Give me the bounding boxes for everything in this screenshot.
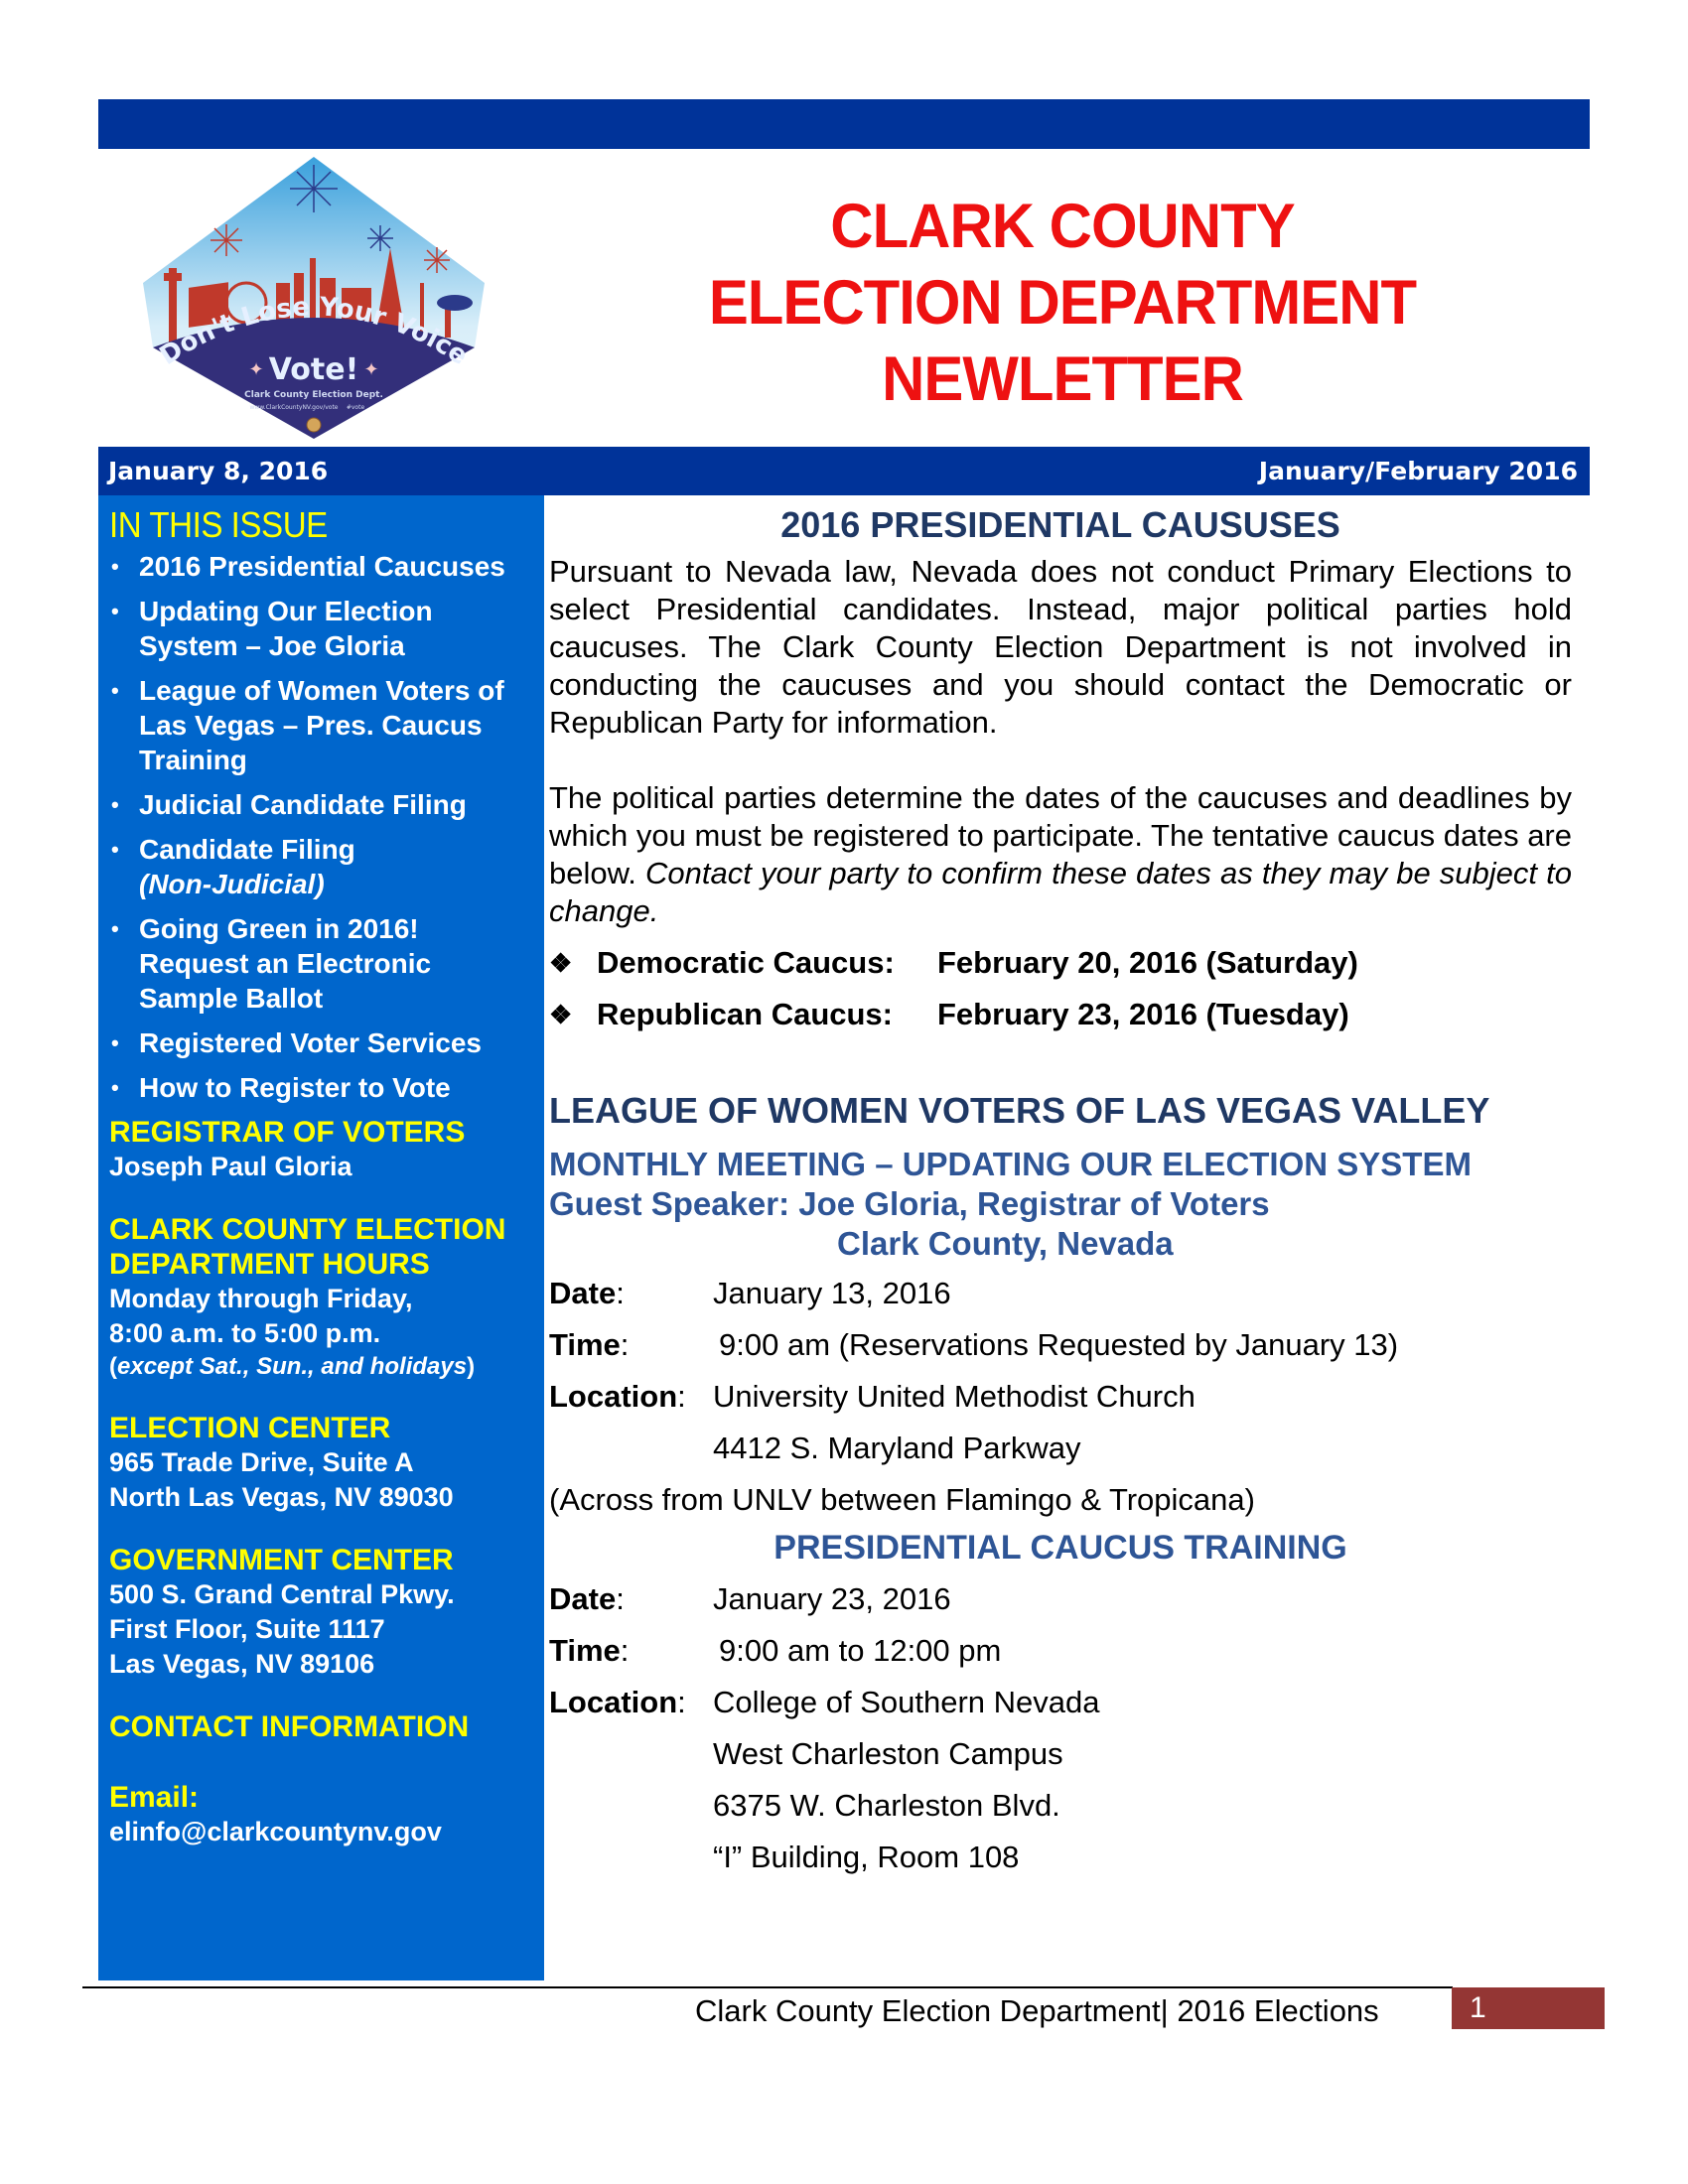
- bullet-icon: •: [111, 792, 119, 817]
- bullet-icon: •: [111, 678, 119, 703]
- registrar-title: REGISTRAR OF VOTERS: [109, 1116, 466, 1149]
- election-center-address-line: North Las Vegas, NV 89030: [109, 1482, 454, 1512]
- in-this-issue-title: IN THIS ISSUE: [109, 504, 328, 545]
- detail-label: Location:: [549, 1685, 686, 1719]
- issue-item-note: (Non-Judicial): [139, 869, 325, 899]
- government-center-title: GOVERNMENT CENTER: [109, 1544, 454, 1576]
- county-seal-icon: [307, 418, 321, 432]
- bullet-icon: •: [111, 837, 119, 862]
- training-heading: PRESIDENTIAL CAUCUS TRAINING: [774, 1529, 1347, 1567]
- caucus-date-item: [549, 996, 1572, 1033]
- guest-speaker-line: Guest Speaker: Joe Gloria, Registrar of Voters: [549, 1185, 1270, 1222]
- issue-list-item: [109, 911, 534, 1016]
- logo-hashtag-text: #vote: [346, 404, 365, 411]
- registrar-name: Joseph Paul Gloria: [109, 1152, 352, 1181]
- meeting-heading: MONTHLY MEETING – UPDATING OUR ELECTION SYSTEM: [549, 1146, 1472, 1182]
- caucus-date-item: [549, 944, 1572, 982]
- detail-row-location-cont: [549, 1780, 1572, 1832]
- title-line: CLARK COUNTY: [830, 192, 1295, 261]
- detail-label: Time:: [549, 1633, 630, 1668]
- issue-item-text: Going Green in 2016! Request an Electronic Sample Ballot: [139, 913, 432, 1014]
- caucus-paragraph-1: Pursuant to Nevada law, Nevada does not conduct Primary Elections to select Presidential candidates. Instead, major political parties hold caucuses. The Clark County Election Department is not involved in conducting the caucuses and you should contact the Democratic or Republican Party for information.: [549, 554, 1572, 740]
- newsletter-title: [582, 189, 1544, 418]
- issue-period: January/February 2016: [1258, 457, 1578, 485]
- bullet-icon: •: [111, 599, 119, 623]
- detail-value: 4412 S. Maryland Parkway: [713, 1431, 1081, 1465]
- detail-value: “I” Building, Room 108: [713, 1840, 1020, 1874]
- detail-label: Date:: [549, 1581, 625, 1616]
- government-center-address-line: Las Vegas, NV 89106: [109, 1649, 375, 1679]
- footer-text: Clark County Election Department| 2016 Elections: [695, 1993, 1379, 2028]
- caucus-heading: 2016 PRESIDENTIAL CAUSUSES: [780, 504, 1340, 545]
- sparkle-icon: ✦: [248, 359, 264, 379]
- detail-row-time: [549, 1625, 1572, 1677]
- hours-exceptions: (except Sat., Sun., and holidays): [109, 1353, 476, 1380]
- detail-label: Time:: [549, 1327, 630, 1362]
- detail-value: 9:00 am to 12:00 pm: [719, 1633, 1002, 1668]
- issue-list-item: [109, 594, 534, 663]
- logo-arc-text: Don't Lose Your Voice: [154, 292, 474, 372]
- training-details: [549, 1573, 1572, 1883]
- logo-vote-text: Vote!: [268, 352, 359, 387]
- caucus-paragraph-2: The political parties determine the dates of the caucuses and deadlines by which you must be registered to participate. The tentative caucus dates are below. Contact your party to confirm these dates as they may be subject to change.: [549, 780, 1572, 928]
- government-center-address-line: 500 S. Grand Central Pkwy.: [109, 1579, 455, 1609]
- contact-title: CONTACT INFORMATION: [109, 1710, 470, 1743]
- issue-list: [109, 549, 534, 1105]
- issue-item-text: Judicial Candidate Filing: [139, 789, 467, 820]
- detail-value: University United Methodist Church: [713, 1379, 1196, 1414]
- bullet-icon: •: [111, 916, 119, 941]
- issue-item-text: League of Women Voters of Las Vegas – Pres. Caucus Training: [139, 675, 504, 775]
- detail-label: Date:: [549, 1276, 625, 1310]
- election-center-title: ELECTION CENTER: [109, 1412, 391, 1444]
- email-label: Email:: [109, 1781, 200, 1814]
- caucus-party: Democratic Caucus:: [597, 945, 895, 980]
- caucus-party: Republican Caucus:: [597, 997, 893, 1031]
- diamond-bullet-icon: ❖: [549, 948, 573, 978]
- issue-item-text: 2016 Presidential Caucuses: [139, 551, 505, 582]
- caucus-date: February 20, 2016 (Saturday): [937, 945, 1358, 980]
- caucus-date: February 23, 2016 (Tuesday): [937, 997, 1349, 1031]
- detail-value: 9:00 am (Reservations Requested by January 13): [719, 1327, 1399, 1362]
- detail-value: College of Southern Nevada: [713, 1685, 1100, 1719]
- detail-row-date: [549, 1268, 1572, 1319]
- issue-list-item: [109, 832, 534, 901]
- detail-row-location: [549, 1677, 1572, 1728]
- logo-org-text: Clark County Election Dept.: [244, 390, 383, 400]
- detail-row-location: [549, 1371, 1572, 1423]
- election-center-address-line: 965 Trade Drive, Suite A: [109, 1447, 414, 1477]
- issue-item-text: Candidate Filing: [139, 834, 355, 865]
- guest-speaker-line: Clark County, Nevada: [837, 1225, 1174, 1262]
- issue-item-text: Registered Voter Services: [139, 1027, 482, 1058]
- meeting-details: [549, 1268, 1572, 1526]
- top-banner-bar: [98, 99, 1590, 149]
- logo-url-text: www.ClarkCountyNV.gov/vote: [249, 404, 339, 411]
- title-line: NEWLETTER: [882, 344, 1243, 414]
- dont-lose-your-voice-logo: [117, 149, 510, 443]
- location-note: (Across from UNLV between Flamingo & Tropicana): [549, 1482, 1255, 1517]
- bullet-icon: •: [111, 554, 119, 579]
- diamond-bullet-icon: ❖: [549, 1000, 573, 1029]
- detail-row-location-cont: [549, 1728, 1572, 1780]
- detail-row-location-cont: [549, 1423, 1572, 1474]
- detail-row-location-cont: [549, 1832, 1572, 1883]
- issue-list-item: [109, 787, 534, 822]
- hours-title: CLARK COUNTY ELECTION DEPARTMENT HOURS: [109, 1213, 506, 1281]
- detail-row-date: [549, 1573, 1572, 1625]
- sidebar: [98, 495, 544, 1980]
- issue-list-item: [109, 1025, 534, 1060]
- detail-value: January 23, 2016: [713, 1581, 951, 1616]
- page-number: 1: [1452, 1987, 1605, 2029]
- hours-days: Monday through Friday,: [109, 1284, 413, 1313]
- detail-value: January 13, 2016: [713, 1276, 951, 1310]
- detail-label: Location:: [549, 1379, 686, 1414]
- footer-rule: [82, 1986, 1453, 1988]
- detail-row-time: [549, 1319, 1572, 1371]
- issue-date: January 8, 2016: [108, 457, 329, 485]
- league-heading: LEAGUE OF WOMEN VOTERS OF LAS VEGAS VALLEY: [549, 1090, 1490, 1131]
- issue-item-text: Updating Our Election System – Joe Gloria: [139, 596, 433, 661]
- detail-value: 6375 W. Charleston Blvd.: [713, 1788, 1060, 1823]
- hours-time: 8:00 a.m. to 5:00 p.m.: [109, 1318, 381, 1348]
- issue-item-text: How to Register to Vote: [139, 1072, 451, 1103]
- email-link[interactable]: elinfo@clarkcountynv.gov: [109, 1817, 442, 1846]
- issue-list-item: [109, 673, 534, 777]
- main-content: [549, 495, 1572, 1883]
- date-bar: [98, 447, 1590, 495]
- sparkle-icon: ✦: [363, 359, 379, 379]
- issue-list-item: [109, 1070, 534, 1105]
- bullet-icon: •: [111, 1030, 119, 1055]
- government-center-address-line: First Floor, Suite 1117: [109, 1614, 385, 1644]
- title-line: ELECTION DEPARTMENT: [708, 268, 1417, 338]
- bullet-icon: •: [111, 1075, 119, 1100]
- issue-list-item: [109, 549, 534, 584]
- detail-value: West Charleston Campus: [713, 1736, 1063, 1771]
